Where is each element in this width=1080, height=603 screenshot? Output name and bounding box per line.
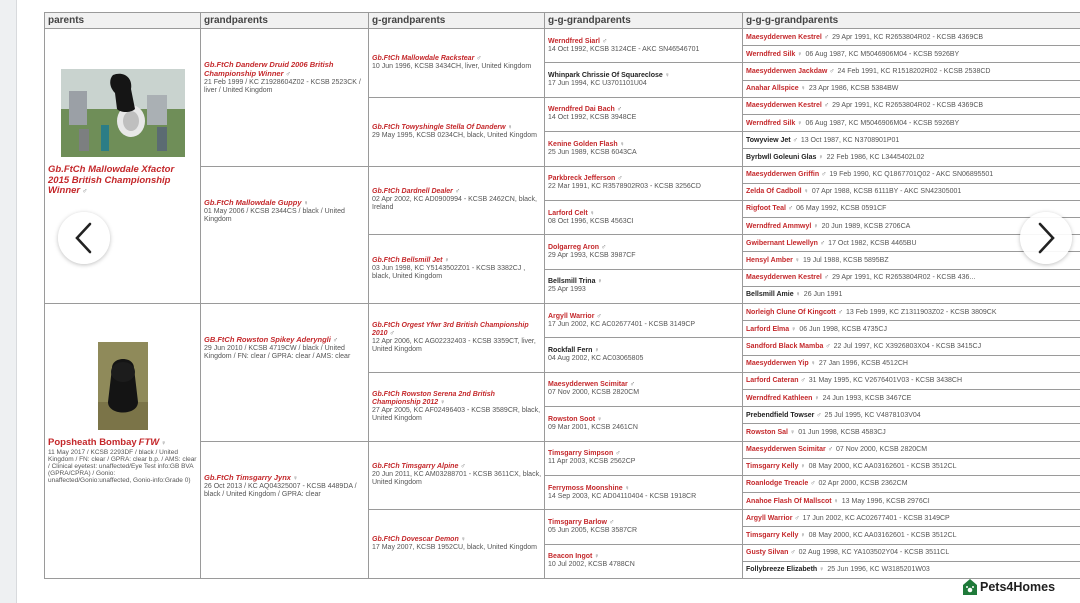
g-g-g-grandparent-details: 23 Apr 1986, KCSB 5384BW <box>808 85 899 93</box>
g-g-g-grandparent-details: 19 Feb 1990, KC Q1867701Q02 - AKC SN06895501 <box>829 171 994 179</box>
g-g-g-grandparent-details: 24 Feb 1991, KC R1518202R02 - KCSB 2538CD <box>837 67 991 75</box>
male-symbol-icon: ♂ <box>332 337 339 344</box>
pedigree-table <box>44 12 1080 579</box>
male-symbol-icon: ♂ <box>825 342 831 350</box>
house-paw-icon <box>962 578 978 596</box>
g-g-g-grandparent-details: 13 May 1996, KCSB 2976CI <box>841 497 930 505</box>
male-symbol-icon: ♂ <box>816 411 822 419</box>
g-grandparent-details: 27 Apr 2005, KC AF02496403 - KCSB 3589CR, black, United Kingdom <box>372 406 541 422</box>
grandparent-cell <box>201 304 369 442</box>
g-g-g-grandparent-details: 22 Feb 1986, KC L3445402L02 <box>826 153 925 161</box>
g-grandparent-name[interactable]: Gb.FtCh Towyshingle Stella Of Danderw <box>372 123 506 131</box>
g-g-grandparent-cell <box>545 510 743 544</box>
male-symbol-icon: ♂ <box>476 54 482 62</box>
g-g-grandparent-cell <box>545 373 743 407</box>
g-g-grandparent-cell <box>545 476 743 510</box>
g-g-g-grandparent-name[interactable]: Maesydderwen Kestrel <box>746 274 822 282</box>
female-symbol-icon: ♀ <box>833 497 839 505</box>
g-g-g-grandparent-cell <box>743 442 1080 459</box>
g-g-grandparent-name[interactable]: Argyll Warrior <box>548 312 595 320</box>
g-g-g-grandparent-cell <box>743 167 1080 184</box>
g-g-g-grandparent-details: 27 Jan 1996, KCSB 4512CH <box>818 360 908 368</box>
g-g-g-grandparent-name[interactable]: Gusty Silvan <box>746 549 789 557</box>
g-g-grandparent-name[interactable]: Parkbreck Jefferson <box>548 175 616 183</box>
g-g-grandparent-cell <box>545 63 743 97</box>
g-g-grandparent-cell <box>545 407 743 441</box>
g-g-g-grandparent-name[interactable]: Anahoe Flash Of Mallscot <box>746 497 832 505</box>
grandparent-cell <box>201 167 369 305</box>
g-g-grandparent-cell <box>545 545 743 579</box>
g-g-g-grandparent-name[interactable]: Hensyl Amber <box>746 257 793 265</box>
g-grandparent-details: 12 Apr 2006, KC AG02232403 - KCSB 3359CT, liver, United Kingdom <box>372 337 536 353</box>
g-g-g-grandparent-details: 17 Jun 2002, KC AC02677401 - KCSB 3149CP <box>802 514 950 522</box>
g-g-grandparent-cell <box>545 338 743 372</box>
g-g-grandparent-name[interactable]: Dolgarreg Aron <box>548 243 600 251</box>
g-grandparent-details: 10 Jun 1996, KCSB 3434CH, liver, United Kingdom <box>372 62 532 70</box>
female-symbol-icon: ♀ <box>597 415 603 423</box>
g-g-g-grandparent-cell <box>743 321 1080 338</box>
female-symbol-icon: ♀ <box>664 72 670 80</box>
g-g-g-grandparent-cell <box>743 98 1080 115</box>
g-g-g-grandparent-cell <box>743 287 1080 304</box>
g-g-g-grandparent-name[interactable]: Argyll Warrior <box>746 514 793 522</box>
female-symbol-icon: ♀ <box>789 428 796 436</box>
g-g-g-grandparent-name[interactable]: Larford Elma <box>746 325 790 333</box>
g-grandparent-cell <box>369 304 545 373</box>
female-symbol-icon: ♀ <box>619 140 625 148</box>
g-g-g-grandparent-name[interactable]: Rowston Sal <box>746 428 789 436</box>
g-g-g-grandparent-details: 26 Jun 1991 <box>803 291 843 299</box>
header-parents: parents <box>45 13 201 29</box>
g-g-grandparent-name[interactable]: Timsgarry Simpson <box>548 450 614 458</box>
g-g-grandparent-name[interactable]: Larford Celt <box>548 209 588 217</box>
g-g-g-grandparent-cell <box>743 424 1080 441</box>
g-g-g-grandparent-cell <box>743 115 1080 132</box>
male-symbol-icon: ♂ <box>823 102 830 110</box>
grandparent-details: 29 Jun 2010 / KCSB 4719CW / black / United Kingdom / FN: clear / GPRA: clear / AMS: clear <box>204 345 351 360</box>
g-g-grandparent-name[interactable]: Maesydderwen Scimitar <box>548 381 628 389</box>
male-symbol-icon: ♂ <box>285 71 291 78</box>
g-g-grandparent-details: 04 Aug 2002, KC AC03065805 <box>548 355 644 363</box>
g-g-g-grandparent-cell <box>743 390 1080 407</box>
g-g-grandparent-cell <box>545 270 743 304</box>
g-g-g-grandparent-cell <box>743 184 1080 201</box>
male-symbol-icon: ♂ <box>460 463 466 471</box>
g-g-g-grandparent-details: 02 Apr 2000, KCSB 2362CM <box>818 480 908 488</box>
female-symbol-icon: ♀ <box>818 153 824 161</box>
g-g-g-grandparent-cell <box>743 493 1080 510</box>
g-g-grandparent-details: 17 Jun 2002, KC AC02677401 - KCSB 3149CP <box>548 320 696 328</box>
g-grandparent-name[interactable]: Gb.FtCh Bellsmill Jet <box>372 257 443 265</box>
g-g-g-grandparent-cell <box>743 270 1080 287</box>
g-g-g-grandparent-details: 13 Oct 1987, KC N3708901P01 <box>800 136 900 144</box>
g-g-g-grandparent-name[interactable]: Zelda Of Cadboll <box>746 188 802 196</box>
female-symbol-icon: ♀ <box>597 278 603 286</box>
female-symbol-icon: ♀ <box>440 398 446 406</box>
female-symbol-icon: ♀ <box>303 199 309 207</box>
grandparent-details: 01 May 2006 / KCSB 2344CS / black / United Kingdom <box>204 207 345 223</box>
g-g-g-grandparent-cell <box>743 46 1080 63</box>
female-symbol-icon: ♀ <box>594 347 600 355</box>
female-symbol-icon: ♀ <box>444 257 450 265</box>
male-symbol-icon: ♂ <box>454 188 461 196</box>
grandparent-details: 21 Feb 1999 / KC Z1928604Z02 - KCSB 2523CK / liver / United Kingdom <box>204 79 361 94</box>
g-grandparent-details: 17 May 2007, KCSB 1952CU, black, United Kingdom <box>372 544 537 552</box>
g-g-grandparent-name[interactable]: Timsgarry Barlow <box>548 518 608 526</box>
g-g-grandparent-name[interactable]: Ferrymoss Moonshine <box>548 484 623 492</box>
male-symbol-icon: ♂ <box>821 171 827 179</box>
g-grandparent-details: 20 Jun 2011, KC AM03288701 - KCSB 3611CX, black, United Kingdom <box>372 471 542 487</box>
g-g-g-grandparent-cell <box>743 545 1080 562</box>
g-g-g-grandparent-name[interactable]: Werndfred Silk <box>746 50 796 58</box>
male-symbol-icon: ♂ <box>823 274 830 282</box>
pets4homes-logo <box>962 576 1055 598</box>
g-g-grandparent-cell <box>545 201 743 235</box>
g-g-grandparent-details: 09 Mar 2001, KCSB 2461CN <box>548 423 638 431</box>
g-g-g-grandparent-name[interactable]: Follybreeze Elizabeth <box>746 566 818 574</box>
g-g-g-grandparent-details: 31 May 1995, KC V2676401V03 - KCSB 3438CH <box>808 377 963 385</box>
g-g-grandparent-cell <box>545 98 743 132</box>
g-g-g-grandparent-name[interactable]: Towyview Jet <box>746 136 791 144</box>
g-g-grandparent-details: 14 Oct 1992, KCSB 3124CE - AKC SN46546701 <box>548 45 700 53</box>
g-g-g-grandparent-name[interactable]: Werndfred Kathleen <box>746 394 813 402</box>
g-grandparent-cell <box>369 442 545 511</box>
g-g-g-grandparent-cell <box>743 407 1080 424</box>
g-g-g-grandparent-cell <box>743 81 1080 98</box>
female-symbol-icon: ♀ <box>800 532 806 540</box>
male-symbol-icon: ♂ <box>608 518 615 526</box>
g-g-g-grandparent-cell <box>743 356 1080 373</box>
sire-photo <box>61 69 185 157</box>
female-symbol-icon: ♀ <box>813 222 819 230</box>
g-g-g-grandparent-name[interactable]: Werndfred Silk <box>746 119 796 127</box>
left-edge-strip <box>0 0 17 603</box>
grandparent-details: 26 Oct 2013 / KC AQ04325007 - KCSB 4489DA / black / United Kingdom / GPRA: clear <box>204 482 357 498</box>
g-g-g-grandparent-details: 13 Feb 1999, KC Z1311903Z02 - KCSB 3809CK <box>846 308 997 316</box>
male-symbol-icon: ♂ <box>629 381 635 389</box>
female-symbol-icon: ♀ <box>507 123 513 131</box>
g-g-g-grandparent-details: 08 May 2000, KC AA03162601 - KCSB 3512CL <box>808 463 957 471</box>
g-g-grandparent-details: 14 Sep 2003, KC AD04110404 - KCSB 1918CR <box>548 492 697 500</box>
g-g-grandparent-name[interactable]: Beacon Ingot <box>548 553 593 561</box>
male-symbol-icon: ♂ <box>823 33 830 41</box>
g-g-g-grandparent-name[interactable]: Roanlodge Treacle <box>746 480 809 488</box>
female-symbol-icon: ♀ <box>589 209 595 217</box>
g-g-g-grandparent-cell <box>743 132 1080 149</box>
g-g-g-grandparent-details: 02 Aug 1998, KC YA103502Y04 - KCSB 3511CL <box>798 549 950 557</box>
g-grandparent-name[interactable]: Gb.FtCh Orgest Yfwr 3rd British Championship 2010 <box>372 321 529 337</box>
g-g-g-grandparent-cell <box>743 304 1080 321</box>
next-arrow-button[interactable] <box>1020 212 1072 264</box>
g-g-g-grandparent-name[interactable]: Timsgarry Kelly <box>746 532 799 540</box>
g-g-g-grandparent-cell <box>743 29 1080 46</box>
male-symbol-icon: ♂ <box>810 480 816 488</box>
g-g-grandparent-name[interactable]: Whinpark Chrissie Of Squareclose <box>548 72 663 80</box>
female-symbol-icon: ♀ <box>624 484 630 492</box>
g-g-grandparent-name[interactable]: Kenine Golden Flash <box>548 140 618 148</box>
g-g-g-grandparent-details: 29 Apr 1991, KC R2653804R02 - KCSB 436... <box>832 274 976 282</box>
g-g-g-grandparent-name[interactable]: Maesydderwen Kestrel <box>746 102 822 110</box>
male-symbol-icon: ♂ <box>617 175 623 183</box>
g-g-grandparent-name[interactable]: Bellsmill Trina <box>548 278 596 286</box>
male-symbol-icon: ♂ <box>794 514 800 522</box>
g-g-grandparent-cell <box>545 132 743 166</box>
header-g-g-grandparents: g-g-grandparents <box>545 13 743 29</box>
g-grandparent-cell <box>369 510 545 579</box>
g-g-grandparent-details: 07 Nov 2000, KCSB 2820CM <box>548 389 640 397</box>
female-symbol-icon: ♀ <box>795 291 801 299</box>
g-grandparent-name[interactable]: Gb.FtCh Dovescar Demon <box>372 536 459 544</box>
g-grandparent-details: 03 Jun 1998, KC Y5143502Z01 - KCSB 3382CJ , black, United Kingdom <box>372 265 526 281</box>
g-g-grandparent-name[interactable]: Rockfall Fern <box>548 347 593 355</box>
g-g-g-grandparent-details: 06 Aug 1987, KC M5046906M04 - KCSB 5926BY <box>805 119 960 127</box>
male-symbol-icon: ♂ <box>601 243 607 251</box>
g-g-g-grandparent-name[interactable]: Rigfoot Teal <box>746 205 786 213</box>
g-grandparent-cell <box>369 235 545 304</box>
g-g-grandparent-details: 10 Jul 2002, KCSB 4788CN <box>548 561 635 569</box>
male-symbol-icon: ♂ <box>800 377 806 385</box>
male-symbol-icon: ♂ <box>827 446 833 454</box>
g-g-g-grandparent-cell <box>743 459 1080 476</box>
g-g-g-grandparent-details: 20 Jun 1989, KCSB 2706CA <box>821 222 911 230</box>
g-g-g-grandparent-details: 29 Apr 1991, KC R2653804R02 - KCSB 4369CB <box>832 33 984 41</box>
g-g-g-grandparent-name[interactable]: Norleigh Clune Of Kingcott <box>746 308 836 316</box>
g-grandparent-cell <box>369 167 545 236</box>
header-g-grandparents: g-grandparents <box>369 13 545 29</box>
grandparent-name[interactable]: Gb.FtCh Timsgarry Jynx <box>204 472 291 482</box>
g-grandparent-name[interactable]: Gb.FtCh Dardnell Dealer <box>372 188 453 196</box>
female-symbol-icon: ♀ <box>594 553 600 561</box>
male-symbol-icon: ♂ <box>819 239 826 247</box>
g-g-g-grandparent-name[interactable]: Maesydderwen Griffin <box>746 171 820 179</box>
female-symbol-icon: ♀ <box>800 463 806 471</box>
male-symbol-icon: ♂ <box>837 308 844 316</box>
header-g-g-g-grandparents: g-g-g-grandparents <box>743 13 1080 29</box>
g-g-g-grandparent-name[interactable]: Timsgarry Kelly <box>746 463 799 471</box>
male-symbol-icon: ♂ <box>615 450 621 458</box>
g-g-g-grandparent-name[interactable]: Anahar Allspice <box>746 85 799 93</box>
g-g-grandparent-details: 14 Oct 1992, KCSB 3948CE <box>548 114 637 122</box>
g-g-g-grandparent-details: 01 Jun 1998, KCSB 4583CJ <box>798 428 886 436</box>
grandparent-cell <box>201 442 369 580</box>
male-symbol-icon: ♂ <box>616 106 622 114</box>
male-symbol-icon: ♂ <box>787 205 794 213</box>
g-g-g-grandparent-details: 19 Jul 1988, KCSB 5895BZ <box>803 257 889 265</box>
g-g-grandparent-details: 29 Apr 1993, KCSB 3987CF <box>548 251 636 259</box>
female-symbol-icon: ♀ <box>814 394 820 402</box>
g-grandparent-cell <box>369 29 545 98</box>
male-symbol-icon: ♂ <box>601 37 608 45</box>
g-g-g-grandparent-name[interactable]: Maesydderwen Yip <box>746 360 809 368</box>
g-g-g-grandparent-name[interactable]: Prebendfield Towser <box>746 411 815 419</box>
g-g-grandparent-details: 05 Jun 2005, KCSB 3587CR <box>548 526 638 534</box>
header-grandparents: grandparents <box>201 13 369 29</box>
g-g-g-grandparent-details: 29 Apr 1991, KC R2653804R02 - KCSB 4369CB <box>832 102 984 110</box>
g-grandparent-details: 29 May 1995, KCSB 0234CH, black, United Kingdom <box>372 131 537 139</box>
female-symbol-icon: ♀ <box>292 474 299 482</box>
dam-details: 11 May 2017 / KCSB 2293DF / black / United Kingdom / FN: clear / GPRA: clear b.p. / AMS: clear / Clinical eyetest: unaffected/Eye Test info:GB BVA (GPRA/CPRA) / Gonio: unaffected/Gonio:unaffected, Gonio-info:Grade 0) <box>48 448 197 484</box>
g-g-g-grandparent-name[interactable]: Sandford Black Mamba <box>746 342 824 350</box>
chevron-right-icon <box>1035 221 1057 255</box>
g-g-grandparent-name[interactable]: Werndfred Dai Bach <box>548 106 615 114</box>
g-g-g-grandparent-details: 07 Nov 2000, KCSB 2820CM <box>835 446 928 454</box>
g-g-g-grandparent-details: 06 May 1992, KCSB 0591CF <box>796 205 887 213</box>
male-symbol-icon: ♂ <box>792 136 798 144</box>
dam-photo <box>98 342 148 430</box>
g-g-grandparent-cell <box>545 304 743 338</box>
g-g-grandparent-details: 25 Apr 1993 <box>548 286 586 294</box>
g-g-g-grandparent-cell <box>743 476 1080 493</box>
g-g-g-grandparent-cell <box>743 201 1080 218</box>
g-g-grandparent-cell <box>545 442 743 476</box>
grandparent-title: 2006 British Championship Winner <box>204 60 334 78</box>
female-symbol-icon: ♀ <box>810 360 816 368</box>
g-g-g-grandparent-name[interactable]: Byrbwll Goleuni Glas <box>746 153 817 161</box>
g-g-grandparent-details: 22 Mar 1991, KC R3578902R03 - KCSB 3256CD <box>548 183 701 191</box>
g-grandparent-cell <box>369 373 545 442</box>
grandparent-name[interactable]: Gb.FtCh Danderw Druid <box>204 60 289 69</box>
male-symbol-icon: ♂ <box>596 312 602 320</box>
female-symbol-icon: ♀ <box>460 536 466 544</box>
g-g-g-grandparent-cell <box>743 527 1080 544</box>
g-g-g-grandparent-name[interactable]: Maesydderwen Scimitar <box>746 446 826 454</box>
female-symbol-icon: ♀ <box>797 119 803 127</box>
chevron-left-icon <box>73 221 95 255</box>
female-symbol-icon: ♀ <box>161 440 167 447</box>
g-g-grandparent-details: 08 Oct 1996, KCSB 4563CI <box>548 217 634 225</box>
g-g-grandparent-details: 11 Apr 2003, KCSB 2562CP <box>548 458 636 466</box>
g-g-g-grandparent-details: 08 May 2000, KC AA03162601 - KCSB 3512CL <box>808 532 957 540</box>
g-g-grandparent-name[interactable]: Werndfred Siarl <box>548 37 600 45</box>
grandparent-name[interactable]: Gb.FtCh Mallowdale Guppy <box>204 197 302 207</box>
dam-title: FTW <box>138 437 160 448</box>
g-g-g-grandparent-details: 07 Apr 1988, KCSB 6111BY - AKC SN42305001 <box>811 188 962 196</box>
g-grandparent-cell <box>369 98 545 167</box>
female-symbol-icon: ♀ <box>819 566 825 574</box>
g-g-g-grandparent-details: 17 Oct 1982, KCSB 4465BU <box>828 239 917 247</box>
g-g-grandparent-details: 25 Jun 1989, KCSB 6043CA <box>548 148 637 156</box>
male-symbol-icon: ♂ <box>829 67 835 75</box>
previous-arrow-button[interactable] <box>58 212 110 264</box>
female-symbol-icon: ♀ <box>794 257 801 265</box>
g-g-g-grandparent-name[interactable]: Gwibernant Llewellyn <box>746 239 818 247</box>
g-g-g-grandparent-details: 06 Jun 1998, KCSB 4735CJ <box>799 325 887 333</box>
sire-name[interactable]: Gb.FtCh Mallowdale Xfactor 2015 British Championship Winner <box>48 164 175 196</box>
parent-dam-cell <box>45 304 201 579</box>
grandparent-cell <box>201 29 369 167</box>
g-g-grandparent-cell <box>545 235 743 269</box>
female-symbol-icon: ♀ <box>800 85 806 93</box>
g-g-g-grandparent-name[interactable]: Werndfred Ammwyl <box>746 222 812 230</box>
g-g-g-grandparent-details: 24 Jun 1993, KCSB 3467CE <box>822 394 912 402</box>
male-symbol-icon: ♂ <box>389 329 395 337</box>
g-g-g-grandparent-details: 25 Jun 1996, KC W3185201W03 <box>827 566 930 574</box>
female-symbol-icon: ♀ <box>797 50 803 58</box>
g-g-g-grandparent-details: 25 Jul 1995, KC V4878103V04 <box>824 411 921 419</box>
g-grandparent-details: 02 Apr 2002, KC AD0900994 - KCSB 2462CN, black, Ireland <box>372 196 537 212</box>
g-g-g-grandparent-cell <box>743 338 1080 355</box>
female-symbol-icon: ♀ <box>803 188 809 196</box>
grandparent-name[interactable]: GB.FtCh Rowston Spikey Aderyngli <box>204 335 331 344</box>
g-g-g-grandparent-cell <box>743 510 1080 527</box>
g-g-g-grandparent-name[interactable]: Maesydderwen Kestrel <box>746 33 822 41</box>
g-g-grandparent-details: 17 Jun 1994, KC U3701101U04 <box>548 80 647 88</box>
g-g-g-grandparent-cell <box>743 63 1080 80</box>
g-g-g-grandparent-details: 22 Jul 1997, KC X3926803X04 - KCSB 3415CJ <box>833 342 982 350</box>
male-symbol-icon: ♂ <box>790 549 796 557</box>
g-grandparent-name[interactable]: Gb.FtCh Rowston Serena 2nd British Championship 2012 <box>372 390 495 406</box>
g-g-g-grandparent-name[interactable]: Maesydderwen Jackdaw <box>746 67 828 75</box>
g-g-grandparent-cell <box>545 167 743 201</box>
g-g-g-grandparent-name[interactable]: Bellsmill Amie <box>746 291 794 299</box>
g-g-grandparent-cell <box>545 29 743 63</box>
parent-sire-cell <box>45 29 201 304</box>
g-g-g-grandparent-cell <box>743 149 1080 166</box>
g-g-grandparent-name[interactable]: Rowston Soot <box>548 415 596 423</box>
g-grandparent-name[interactable]: Gb.FtCh Timsgarry Alpine <box>372 463 459 471</box>
female-symbol-icon: ♀ <box>791 325 797 333</box>
g-g-g-grandparent-details: 06 Aug 1987, KC M5046906M04 - KCSB 5926BY <box>805 50 960 58</box>
g-grandparent-name[interactable]: Gb.FtCh Mallowdale Rackstear <box>372 54 475 62</box>
dam-name[interactable]: Popsheath Bombay <box>48 437 137 448</box>
brand-text: Pets4Homes <box>980 580 1056 594</box>
male-symbol-icon: ♂ <box>82 188 88 195</box>
g-g-g-grandparent-cell <box>743 373 1080 390</box>
g-g-g-grandparent-name[interactable]: Larford Cateran <box>746 377 799 385</box>
